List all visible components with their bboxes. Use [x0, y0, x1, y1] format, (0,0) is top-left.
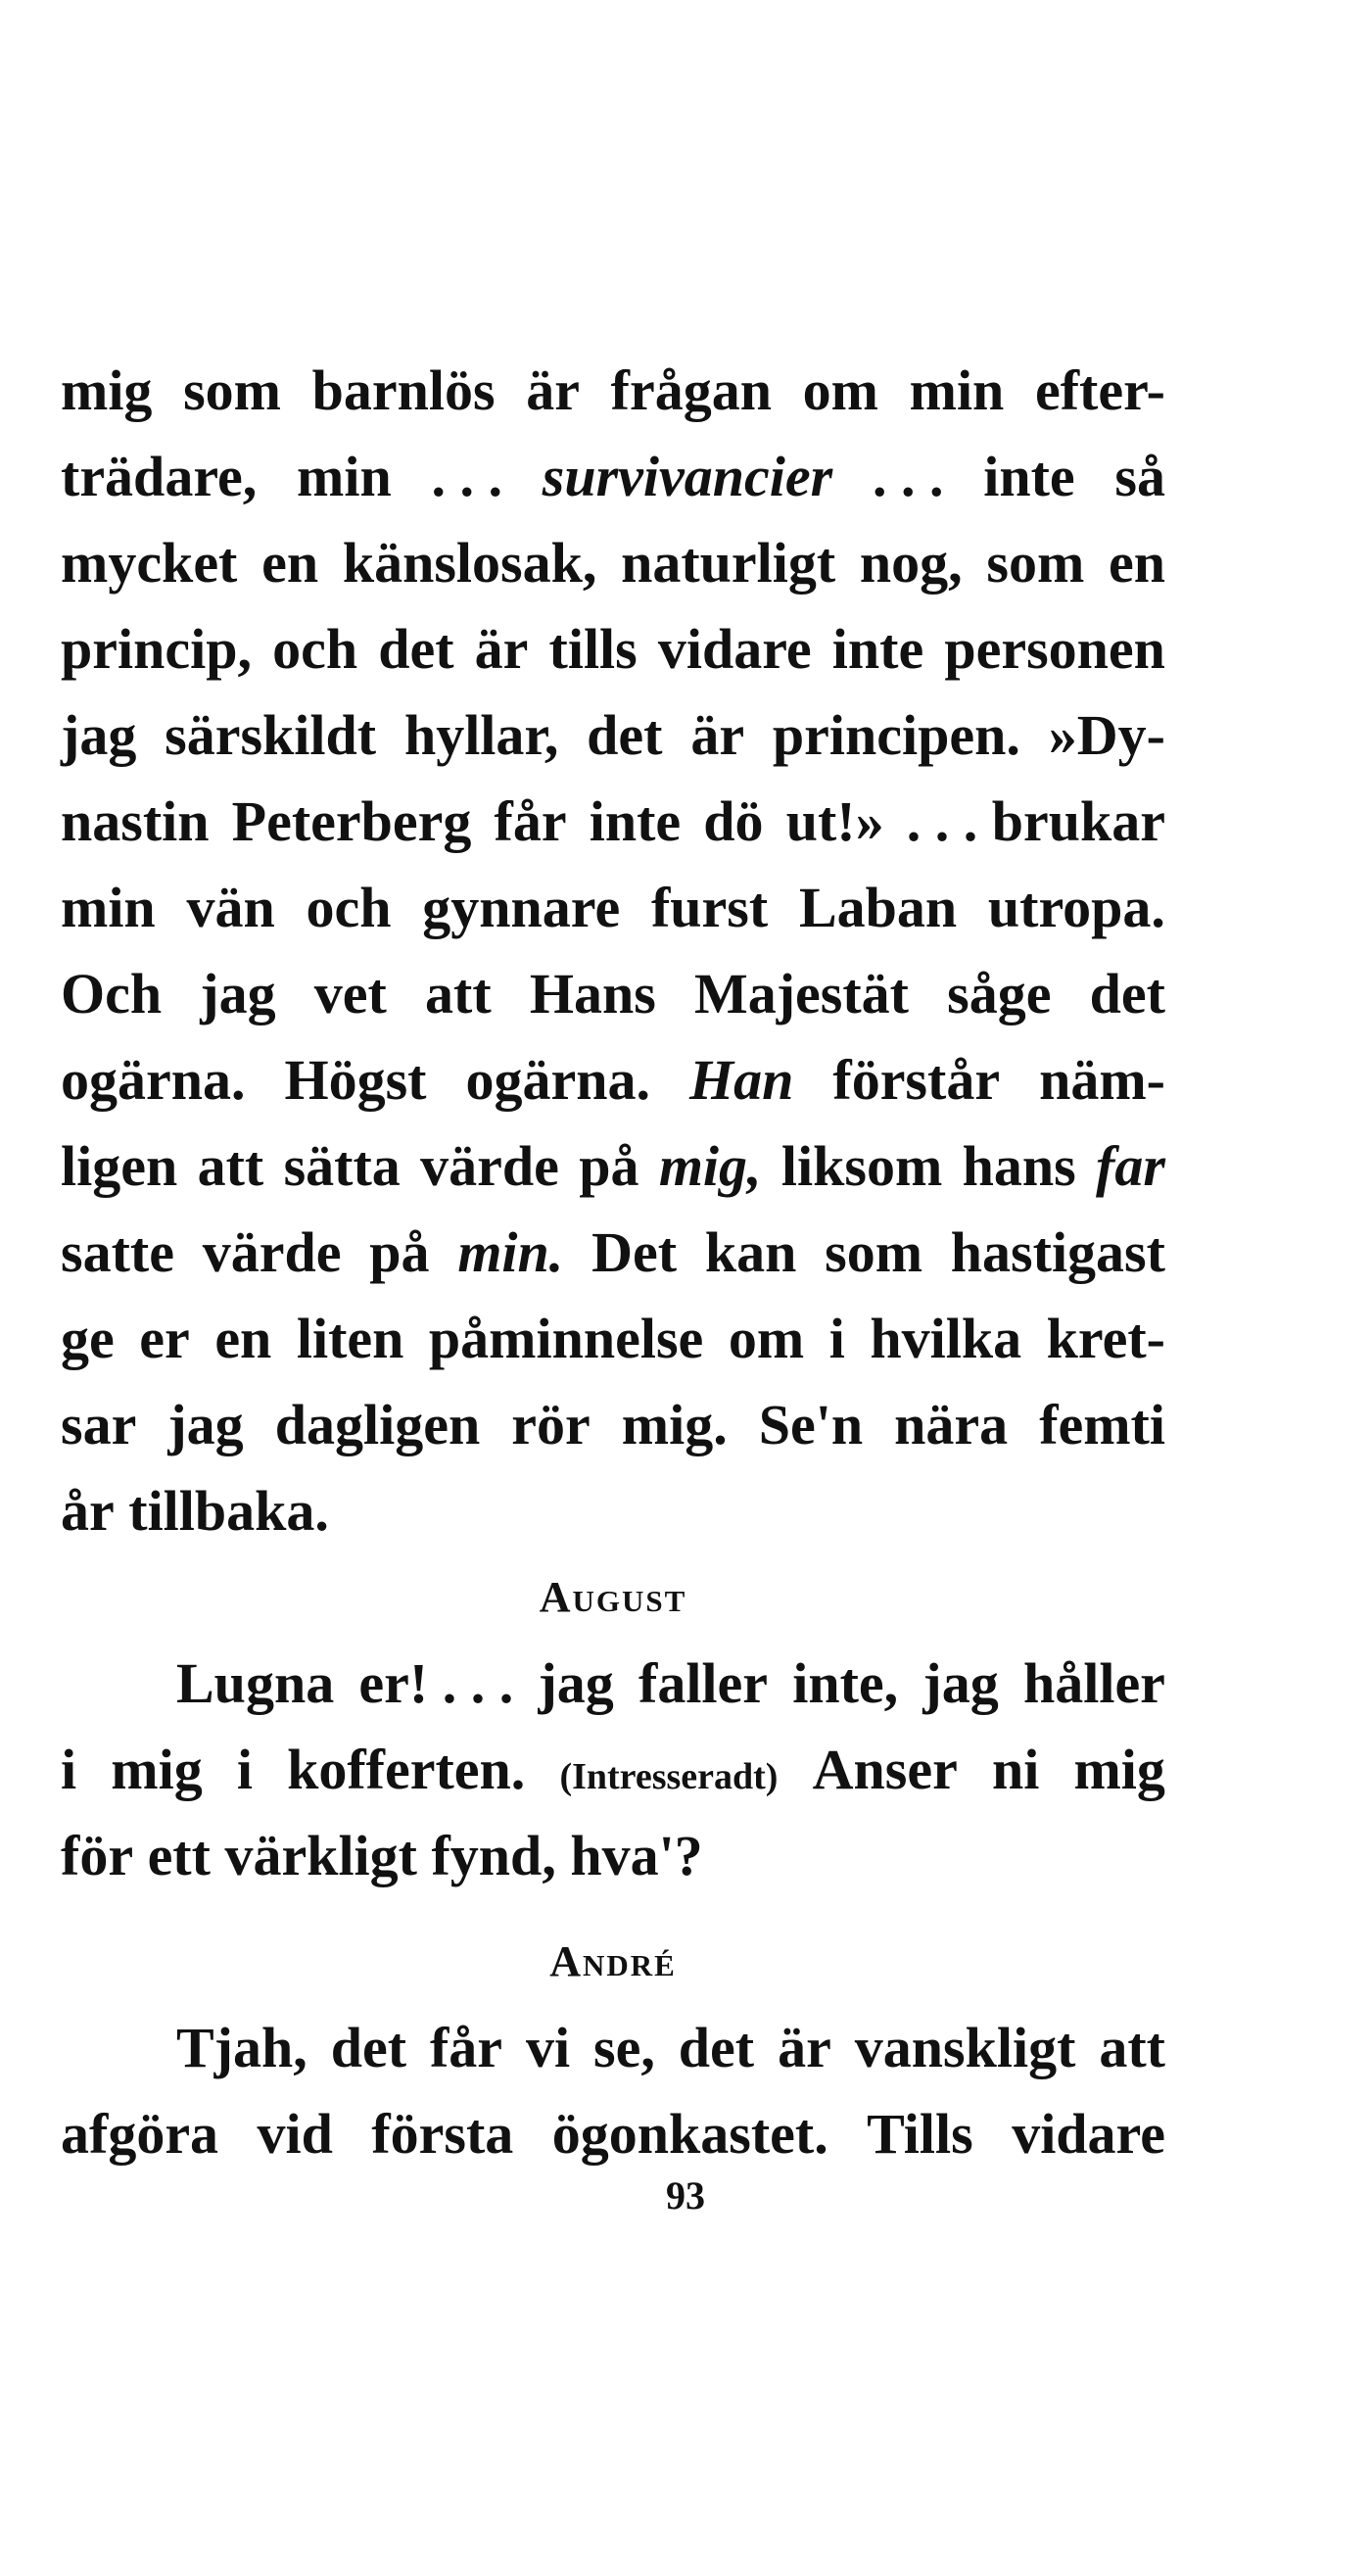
word: hastigast	[950, 1220, 1165, 1284]
word: vi	[525, 2016, 571, 2079]
word: kan	[704, 1220, 797, 1284]
page-number: 93	[666, 2173, 705, 2218]
word: furst	[650, 876, 769, 939]
word: känslosak,	[342, 531, 597, 595]
word: inte	[831, 617, 924, 681]
word: är	[778, 2016, 831, 2079]
text-line	[61, 865, 1165, 951]
word: år	[61, 1479, 115, 1543]
text-line	[61, 1727, 1165, 1813]
word: mig	[111, 1738, 203, 1801]
word: jag	[922, 1651, 999, 1715]
word: Tjah,	[176, 2016, 307, 2079]
word: min	[909, 358, 1005, 422]
word: första	[371, 2102, 514, 2166]
word: jag	[200, 962, 276, 1026]
word: se,	[593, 2016, 655, 2079]
word-italic: survivancier	[542, 445, 833, 508]
stage-direction: (Intresseradt)	[559, 1756, 779, 1797]
word: ögonkastet.	[551, 2102, 828, 2166]
word: mig	[1073, 1738, 1165, 1801]
paragraph-dialogue	[61, 1641, 1165, 1899]
word: hans	[962, 1134, 1076, 1198]
word: en	[261, 531, 319, 595]
word: är	[474, 617, 529, 681]
word: Och	[61, 962, 163, 1026]
word: faller	[638, 1651, 769, 1715]
word: att	[197, 1134, 264, 1198]
word: som	[825, 1220, 923, 1284]
word: sätta	[283, 1134, 401, 1198]
word: ogärna.	[61, 1048, 246, 1112]
word: i	[61, 1738, 77, 1801]
word: Tills	[867, 2102, 973, 2166]
word: min	[61, 876, 156, 939]
text-line	[61, 520, 1165, 606]
word: vet	[313, 962, 387, 1026]
word: och	[272, 617, 358, 681]
word: gynnare	[422, 876, 621, 939]
word: nog,	[859, 531, 963, 595]
word-italic: far	[1096, 1134, 1165, 1198]
paragraph-monologue	[61, 348, 1165, 1554]
word: det	[378, 617, 454, 681]
word: principen.	[772, 703, 1020, 767]
word: jag	[61, 703, 137, 767]
word: kret-	[1046, 1307, 1165, 1370]
text-line	[61, 2005, 1165, 2091]
page-body	[61, 348, 1165, 2177]
word: min	[297, 445, 392, 508]
word: er! . . .	[358, 1651, 514, 1715]
word: om	[802, 358, 878, 422]
word: i	[828, 1307, 845, 1370]
word: Det	[591, 1220, 678, 1284]
word: Högst	[284, 1048, 427, 1112]
word: mig	[61, 358, 153, 422]
word: Peterberg	[231, 789, 472, 853]
word: Laban	[798, 876, 958, 939]
word: tills	[548, 617, 638, 681]
word: satte	[61, 1220, 174, 1284]
word: nastin	[61, 789, 210, 853]
word: nära	[894, 1393, 1009, 1456]
word: dagligen	[274, 1393, 481, 1456]
word: det	[678, 2016, 755, 2079]
text-line	[61, 1468, 1165, 1554]
word: en	[1109, 531, 1165, 595]
word: femti	[1039, 1393, 1165, 1456]
word: utropa.	[987, 876, 1165, 939]
word: ni	[991, 1738, 1040, 1801]
word: värkligt	[224, 1824, 417, 1887]
word: kofferten.	[287, 1738, 526, 1801]
word: vän	[186, 876, 275, 939]
word: liksom	[780, 1134, 943, 1198]
word: på	[369, 1220, 430, 1284]
word: värde	[420, 1134, 559, 1198]
word: frågan	[610, 358, 772, 422]
paragraph-dialogue	[61, 2005, 1165, 2177]
word: Se'n	[758, 1393, 864, 1456]
word: att	[425, 962, 492, 1026]
speaker-name: André	[549, 1937, 677, 1985]
word: värde	[202, 1220, 342, 1284]
word: princip,	[61, 617, 252, 681]
word: är	[690, 703, 745, 767]
word: barnlös	[311, 358, 496, 422]
word: jag	[167, 1393, 244, 1456]
word: får	[494, 789, 567, 853]
word: inte,	[792, 1651, 899, 1715]
word: och	[306, 876, 392, 939]
text-line	[61, 1296, 1165, 1382]
text-line	[61, 779, 1165, 865]
word: . . .	[872, 445, 944, 508]
word: trädare,	[61, 445, 258, 508]
word: vid	[257, 2102, 333, 2166]
word: näm-	[1039, 1048, 1165, 1112]
word: Hans	[529, 962, 656, 1026]
text-line	[61, 1123, 1165, 1210]
word: tillbaka.	[128, 1479, 329, 1543]
word: dö	[703, 789, 764, 853]
word: Lugna	[176, 1651, 335, 1715]
word-italic: min.	[457, 1220, 564, 1284]
word: inte	[983, 445, 1075, 508]
word: så	[1114, 445, 1165, 508]
word: i	[236, 1738, 253, 1801]
word: mycket	[61, 531, 238, 595]
text-line	[61, 1210, 1165, 1296]
word: naturligt	[621, 531, 836, 595]
text-line	[61, 1813, 1165, 1899]
word: . . . brukar	[906, 789, 1165, 853]
word: för	[61, 1824, 134, 1887]
word: liten	[296, 1307, 404, 1370]
word: är	[526, 358, 580, 422]
word: vidare	[657, 617, 812, 681]
spacer	[61, 1899, 1165, 1919]
word: särskildt	[165, 703, 377, 767]
word: ut!»	[785, 789, 884, 853]
text-line	[61, 951, 1165, 1037]
text-line	[61, 1641, 1165, 1727]
text-line	[61, 1382, 1165, 1468]
word: fynd,	[431, 1824, 556, 1887]
word: ogärna.	[465, 1048, 650, 1112]
word: hvilka	[870, 1307, 1022, 1370]
word: får	[429, 2016, 503, 2079]
word: vidare	[1012, 2102, 1165, 2166]
word: håller	[1022, 1651, 1165, 1715]
word: om	[728, 1307, 805, 1370]
word-italic: Han	[689, 1048, 794, 1112]
word: det	[587, 703, 663, 767]
word: . . .	[431, 445, 502, 508]
word: jag	[538, 1651, 614, 1715]
word: hyllar,	[403, 703, 559, 767]
word: det	[330, 2016, 407, 2079]
text-line	[61, 2091, 1165, 2177]
word: ge	[61, 1307, 115, 1370]
word: förstår	[832, 1048, 1001, 1112]
text-line	[61, 434, 1165, 520]
word: efter-	[1034, 358, 1165, 422]
word: ett	[147, 1824, 211, 1887]
word: ligen	[61, 1134, 178, 1198]
word: »Dy-	[1048, 703, 1165, 767]
word-italic: mig,	[658, 1134, 762, 1198]
word: inte	[589, 789, 682, 853]
speaker-name: August	[539, 1573, 687, 1621]
word: som	[183, 358, 281, 422]
word: sar	[61, 1393, 137, 1456]
word: att	[1099, 2016, 1165, 2079]
word: påminnelse	[428, 1307, 704, 1370]
text-line	[61, 606, 1165, 692]
word: som	[986, 531, 1085, 595]
word: er	[139, 1307, 190, 1370]
word: mig.	[621, 1393, 728, 1456]
word: såge	[947, 962, 1052, 1026]
word: hva'?	[570, 1824, 703, 1887]
word: det	[1089, 962, 1165, 1026]
word: en	[214, 1307, 272, 1370]
word: rör	[511, 1393, 591, 1456]
text-line	[61, 1037, 1165, 1123]
word: vanskligt	[854, 2016, 1076, 2079]
word: Anser	[812, 1738, 958, 1801]
word: på	[579, 1134, 639, 1198]
word: Majestät	[693, 962, 909, 1026]
text-line	[61, 348, 1165, 434]
word: afgöra	[61, 2102, 219, 2166]
word: personen	[944, 617, 1165, 681]
text-line	[61, 692, 1165, 779]
